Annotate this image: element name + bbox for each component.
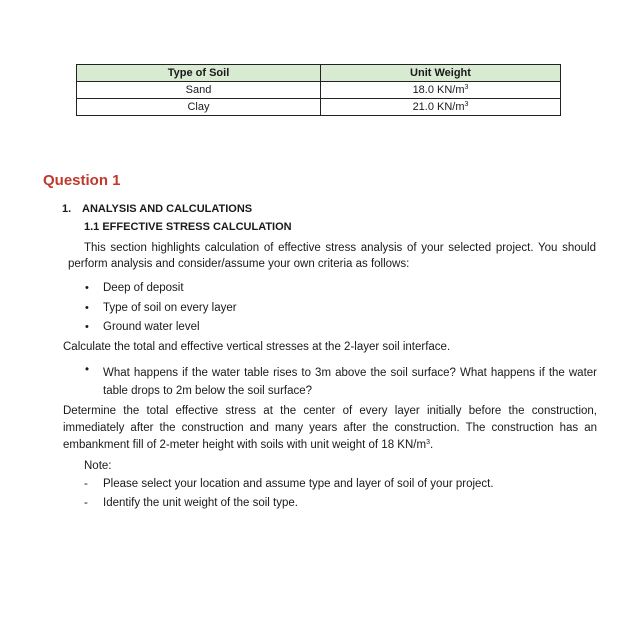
soil-cell: Clay <box>77 99 321 116</box>
intro-paragraph: This section highlights calculation of effective stress analysis of your selected project. You should perform analysis and consider/assume your own criteria as follows: <box>68 242 596 270</box>
header-unit-weight: Unit Weight <box>321 65 561 82</box>
section-number: 1. <box>62 203 72 215</box>
table-row <box>77 82 561 99</box>
bullet-icon: • <box>85 302 89 314</box>
section-title: ANALYSIS AND CALCULATIONS <box>82 203 253 215</box>
weight-cell: 18.0 $KN/m^3$ <box>321 82 561 99</box>
table-header-row <box>77 65 561 82</box>
water-table-question: What happens if the water table rises to 3m above the soil surface? What happens if the water table drops to 2m below the soil surface? <box>103 367 597 397</box>
dash-icon: - <box>84 478 88 490</box>
header-type-of-soil: Type of Soil <box>77 65 321 82</box>
bullet-icon: • <box>85 364 90 376</box>
soil-cell: Sand <box>77 82 321 99</box>
subsection-heading: 1.1 EFFECTIVE STRESS CALCULATION <box>84 221 292 233</box>
bullet-icon: • <box>85 321 89 333</box>
question-title: Question 1 <box>43 172 121 189</box>
unit-weight-table <box>76 64 561 116</box>
table-row <box>77 99 561 116</box>
dash-icon: - <box>84 497 88 509</box>
weight-cell: 21.0 $KN/m^3$ <box>321 99 561 116</box>
section-heading <box>62 203 252 215</box>
calculation-instruction: Calculate the total and effective vertical stresses at the 2-layer soil interface. <box>63 341 451 353</box>
bullet-icon: • <box>85 282 89 294</box>
determine-paragraph: Determine the total effective stress at the center of every layer initially before the construction, immediately after the construction and many years after the construction. The construction has an embankment fill of 2-meter height with soils with unit weight of 18 $KN/m^3$. <box>63 405 597 451</box>
note-label: Note: <box>84 460 112 472</box>
